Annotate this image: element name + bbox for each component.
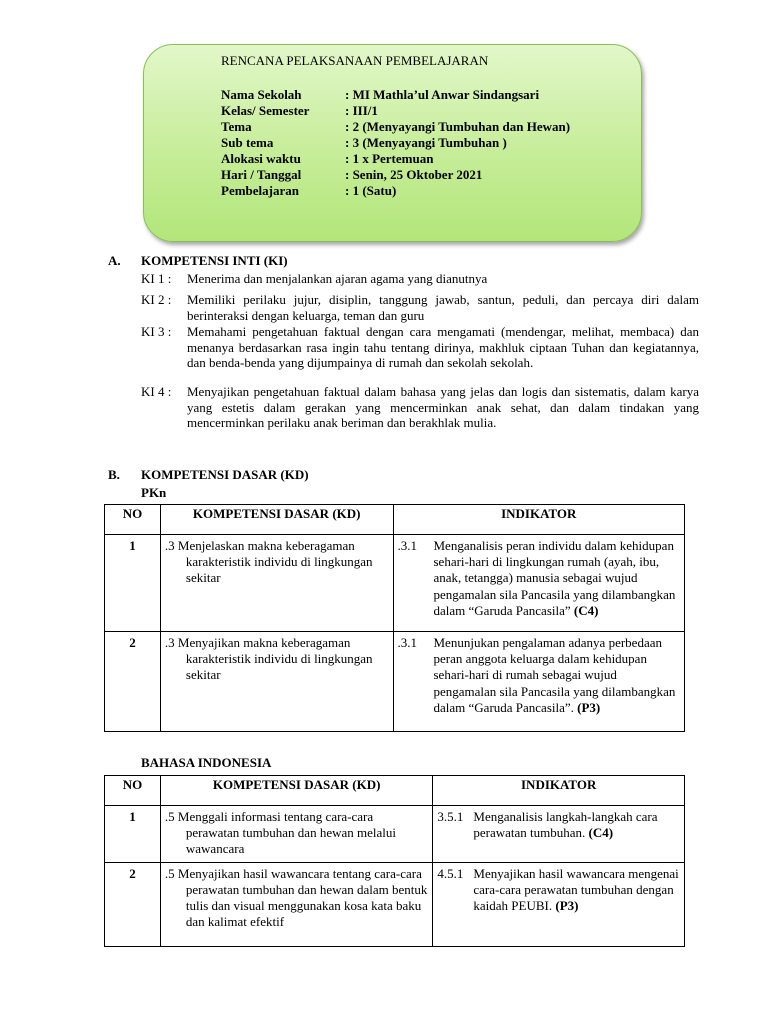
kd-text: .3 Menjelaskan makna keberagaman karakteristik individu di lingkungan sekitar bbox=[164, 538, 373, 586]
table-header-row bbox=[105, 505, 685, 535]
header-row-class: Kelas/ Semester : III/1 bbox=[221, 103, 378, 118]
row-number: 2 bbox=[105, 862, 161, 946]
header-row-date: Hari / Tanggal : Senin, 25 Oktober 2021 bbox=[221, 167, 483, 182]
indicator-tag: (P3) bbox=[555, 898, 579, 914]
column-header-no: NO bbox=[105, 776, 161, 806]
section-b-title: KOMPETENSI DASAR (KD) bbox=[141, 467, 309, 482]
pkn-subject-label: PKn bbox=[141, 485, 167, 500]
table-header-row bbox=[105, 776, 685, 806]
section-a-title: KOMPETENSI INTI (KI) bbox=[141, 253, 288, 268]
indicator-number: 4.5.1 bbox=[437, 865, 464, 881]
ki-3-label: KI 3 : bbox=[141, 324, 172, 339]
indicator-number: 3.5.1 bbox=[437, 809, 464, 824]
table-row bbox=[105, 632, 685, 732]
table-row bbox=[105, 862, 685, 946]
section-a-letter: A. bbox=[108, 253, 121, 268]
column-header-indikator: INDIKATOR bbox=[433, 776, 685, 806]
kd-text: .5 Menggali informasi tentang cara-cara perawatan tumbuhan dan hewan melalui wawancara bbox=[164, 809, 396, 857]
pkn-table bbox=[104, 504, 685, 732]
column-header-no: NO bbox=[105, 505, 161, 535]
indicator-number: .3.1 bbox=[397, 635, 417, 650]
header-row-subtheme: Sub tema : 3 (Menyayangi Tumbuhan ) bbox=[221, 135, 507, 150]
section-b-letter: B. bbox=[108, 467, 120, 482]
column-header-kd: KOMPETENSI DASAR (KD) bbox=[160, 776, 433, 806]
bahasa-table bbox=[104, 775, 685, 947]
header-row-lesson: Pembelajaran : 1 (Satu) bbox=[221, 183, 397, 198]
ki-3-text: Memahami pengetahuan faktual dengan cara mengamati (mendengar, melihat, membaca) dan menanya berdasarkan rasa ingin tahu tentang dirinya, makhluk ciptaan Tuhan dan kegiatannya, dan benda-benda yang dijumpainya di rumah dan sekolah sekolah. bbox=[187, 324, 699, 370]
header-row-theme: Tema : 2 (Menyayangi Tumbuhan dan Hewan) bbox=[221, 119, 571, 134]
row-number: 1 bbox=[105, 806, 161, 863]
kd-text: .5 Menyajikan hasil wawancara tentang cara-cara perawatan tumbuhan dan hewan dalam bentuk tulis dan visual menggunakan kosa kata baku dan kalimat efektif bbox=[164, 865, 428, 930]
header-row-school: Nama Sekolah : MI Mathla’ul Anwar Sindangsari bbox=[221, 87, 540, 102]
bahasa-subject-label: BAHASA INDONESIA bbox=[141, 755, 272, 770]
ki-4-label: KI 4 : bbox=[141, 384, 172, 399]
ki-2-label: KI 2 : bbox=[141, 292, 172, 307]
column-header-kd: KOMPETENSI DASAR (KD) bbox=[160, 505, 393, 535]
column-header-indikator: INDIKATOR bbox=[393, 505, 685, 535]
indicator-text: Menganalisis peran individu dalam kehidupan sehari-hari di lingkungan rumah (ayah, ibu, anak, tetangga) manusia sebagai wujud pengamalan sila Pancasila yang dilambangkan dalam “Garuda Pancasila” bbox=[433, 538, 676, 618]
indicator-text: Menunjukan pengalaman adanya perbedaan peran anggota keluarga dalam kehidupan sehari-hari di rumah sebagai wujud pengamalan sila Pancasila yang dilambangkan dalam “Garuda Pancasila”. bbox=[433, 635, 676, 715]
indicator-number: .3.1 bbox=[397, 538, 417, 553]
kd-text: .3 Menyajikan makna keberagaman karakteristik individu di lingkungan sekitar bbox=[164, 635, 373, 683]
indicator-tag: (P3) bbox=[577, 699, 601, 715]
indicator-tag: (C4) bbox=[573, 602, 599, 618]
indicator-tag: (C4) bbox=[588, 825, 614, 841]
indicator-text: Menyajikan hasil wawancara mengenai cara-cara perawatan tumbuhan dengan kaidah PEUBI. bbox=[473, 865, 679, 914]
table-row bbox=[105, 806, 685, 863]
table-row bbox=[105, 535, 685, 632]
header-row-time: Alokasi waktu : 1 x Pertemuan bbox=[221, 151, 434, 166]
row-number: 1 bbox=[105, 535, 161, 632]
ki-2-text: Memiliki perilaku jujur, disiplin, tanggung jawab, santun, peduli, dan percaya diri dalam berinteraksi dengan keluarga, teman dan guru bbox=[187, 292, 699, 323]
document-title: RENCANA PELAKSANAAN PEMBELAJARAN bbox=[221, 53, 489, 68]
row-number: 2 bbox=[105, 632, 161, 732]
ki-4-text: Menyajikan pengetahuan faktual dalam bahasa yang jelas dan logis dan sistematis, dalam karya yang estetis dalam gerakan yang mencerminkan anak sehat, dan dalam tindakan yang mencerminkan perilaku anak beriman dan berakhlak mulia. bbox=[187, 384, 699, 430]
ki-1-text: Menerima dan menjalankan ajaran agama yang dianutnya bbox=[187, 271, 488, 286]
ki-1-label: KI 1 : bbox=[141, 271, 172, 286]
indicator-text: Menganalisis langkah-langkah cara perawatan tumbuhan. bbox=[473, 809, 658, 841]
